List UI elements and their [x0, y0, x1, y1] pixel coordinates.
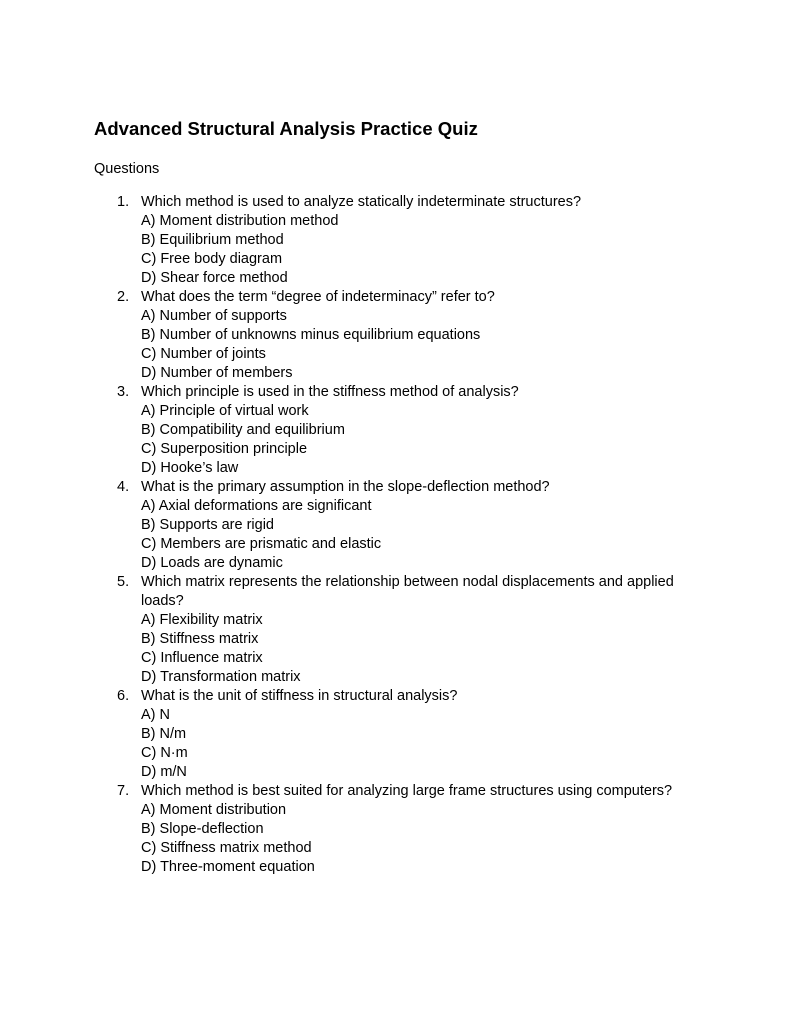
question-item: [0, 383, 800, 478]
option-a: A) N: [141, 707, 170, 723]
question-item: [0, 687, 800, 782]
option-a: A) Moment distribution method: [141, 213, 339, 229]
option-list: [0, 307, 800, 383]
option-d: D) Shear force method: [141, 270, 288, 286]
option-d: D) Three-moment equation: [141, 859, 315, 875]
question-item: [0, 782, 800, 877]
option-a: A) Number of supports: [141, 308, 287, 324]
question-text: What is the unit of stiffness in structural analysis?: [141, 688, 458, 704]
option-list: [0, 497, 800, 573]
question-number: 5.: [117, 574, 130, 590]
option-b: B) Compatibility and equilibrium: [141, 422, 345, 438]
option-b: B) Slope-deflection: [141, 821, 264, 837]
option-list: [0, 801, 800, 877]
question-text: Which principle is used in the stiffness method of analysis?: [141, 384, 519, 400]
question-number: 4.: [117, 479, 130, 495]
question-text: What does the term “degree of indeterminacy” refer to?: [141, 289, 495, 305]
option-b: B) Number of unknowns minus equilibrium equations: [141, 327, 481, 343]
option-a: A) Flexibility matrix: [141, 612, 263, 628]
question-item: [0, 193, 800, 288]
option-c: C) Stiffness matrix method: [141, 840, 312, 856]
option-list: [0, 611, 800, 687]
option-d: D) Loads are dynamic: [141, 555, 283, 571]
option-a: A) Moment distribution: [141, 802, 287, 818]
page-title: Advanced Structural Analysis Practice Quiz: [94, 118, 478, 139]
option-list: [0, 212, 800, 288]
question-number: 2.: [117, 289, 130, 305]
option-c: C) Number of joints: [141, 346, 266, 362]
question-number: 1.: [117, 194, 130, 210]
question-item: [0, 478, 800, 573]
question-text: What is the primary assumption in the slope-deflection method?: [141, 479, 550, 495]
option-d: D) Hooke’s law: [141, 460, 239, 476]
option-d: D) Transformation matrix: [141, 669, 301, 685]
option-c: C) Superposition principle: [141, 441, 308, 457]
question-number: 6.: [117, 688, 130, 704]
option-b: B) Equilibrium method: [141, 232, 284, 248]
question-list: [0, 193, 800, 877]
option-list: [0, 402, 800, 478]
question-number: 3.: [117, 384, 130, 400]
option-c: C) N·m: [141, 745, 188, 761]
option-a: A) Axial deformations are significant: [141, 498, 372, 514]
option-b: B) Supports are rigid: [141, 517, 274, 533]
option-c: C) Influence matrix: [141, 650, 263, 666]
option-c: C) Members are prismatic and elastic: [141, 536, 382, 552]
question-number: 7.: [117, 783, 130, 799]
option-d: D) Number of members: [141, 365, 293, 381]
option-a: A) Principle of virtual work: [141, 403, 309, 419]
option-b: B) N/m: [141, 726, 187, 742]
question-text: Which method is best suited for analyzing large frame structures using computers?: [141, 783, 673, 799]
option-d: D) m/N: [141, 764, 187, 780]
question-item: [0, 288, 800, 383]
option-list: [0, 706, 800, 782]
option-b: B) Stiffness matrix: [141, 631, 259, 647]
question-text: Which method is used to analyze statically indeterminate structures?: [141, 194, 582, 210]
option-c: C) Free body diagram: [141, 251, 283, 267]
question-text: Which matrix represents the relationship between nodal displacements and applied loads?: [141, 574, 674, 609]
question-item: [0, 573, 800, 687]
section-label: Questions: [94, 161, 160, 177]
